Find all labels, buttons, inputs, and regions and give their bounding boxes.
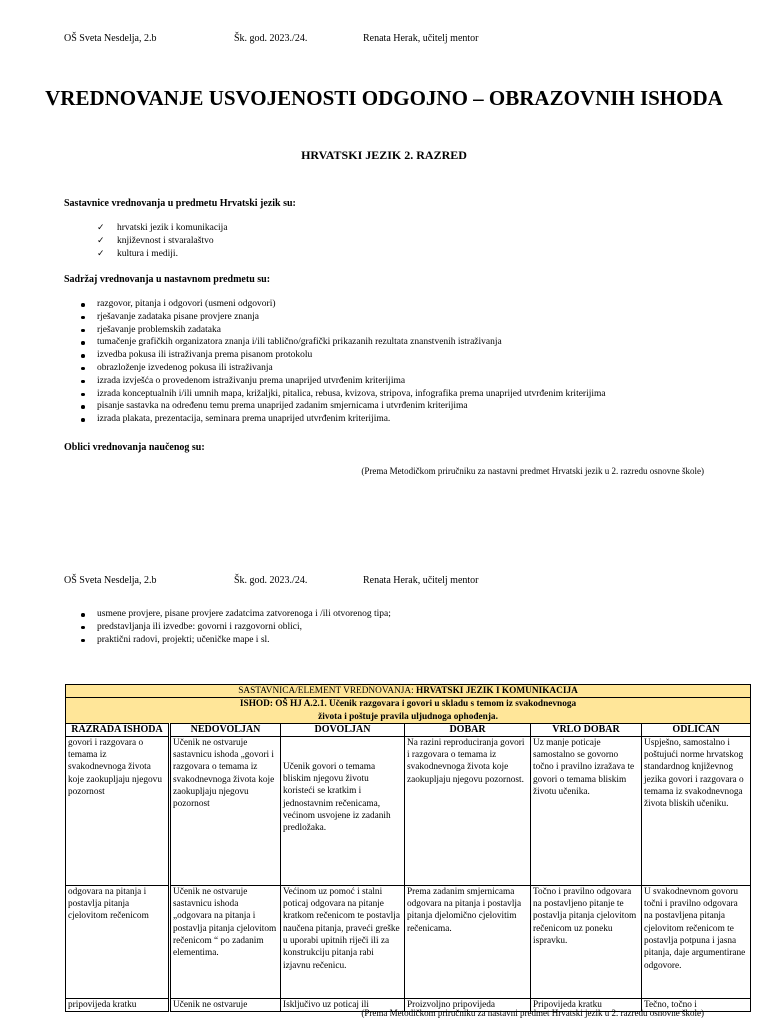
page-header-2: [64, 574, 724, 588]
source-note: (Prema Metodičkom priručniku za nastavni predmet Hrvatski jezik u 2. razredu osnovne škole): [361, 1008, 704, 1018]
list-item: ✓ hrvatski jezik i komunikacija: [97, 222, 228, 235]
list-item: razgovor, pitanja i odgovori (usmeni odgovori): [77, 298, 606, 311]
list-item: pisanje sastavka na određenu temu prema unaprijed zadanim smjernicama i utvrđenim kriterijima: [77, 400, 606, 413]
source-note: (Prema Metodičkom priručniku za nastavni predmet Hrvatski jezik u 2. razredu osnovne škole): [361, 466, 704, 476]
list-item: praktični radovi, projekti; učeničke mape i sl.: [77, 634, 391, 647]
list-item: tumačenje grafičkih organizatora znanja i/ili tablično/grafički prikazanih rezultata znanstvenih istraživanja: [77, 336, 606, 349]
list-item: izrada plakata, prezentacija, seminara prema unaprijed utvrđenim kriterijima.: [77, 413, 606, 426]
page-header-1: [64, 32, 724, 46]
list-item: ✓ kultura i mediji.: [97, 248, 228, 261]
header-teacher: Renata Herak, učitelj mentor: [363, 575, 479, 586]
table-cell: Učenik ne ostvaruje: [170, 998, 281, 1011]
table-cell: Isključivo uz poticaj ili: [281, 998, 405, 1011]
table-cell: pripovijeda kratku: [66, 998, 170, 1011]
list-item: rješavanje problemskih zadataka: [77, 324, 606, 337]
table-cell: Uz manje poticaje samostalno se govorno točno i pravilno izražava te govori o temama bliskim životu učenika.: [531, 736, 642, 885]
table-cell: odgovara na pitanja i postavlja pitanja cjelovitom rečenicom: [66, 885, 170, 998]
table-cell: Proizvoljno pripovijeda: [405, 998, 531, 1011]
list-item: izrada izvješća o provedenom istraživanju prema unaprijed utvrđenim kriterijima: [77, 375, 606, 388]
table-cell: Tečno, točno i: [642, 998, 751, 1011]
content-list: [77, 298, 606, 426]
table-row: [66, 736, 751, 885]
list-item: rješavanje zadataka pisane provjere znanja: [77, 311, 606, 324]
table-cell: Učenik ne ostvaruje sastavnicu ishoda „govori i razgovara o temama iz svakodnevnoga života koje zaokupljaju njegovu pozornost: [170, 736, 281, 885]
column-header: VRLO DOBAR: [531, 723, 642, 736]
components-list: [97, 222, 228, 260]
table-cell: Pripovijeda kratku: [531, 998, 642, 1011]
section-row: [66, 685, 751, 698]
table-cell: Prema zadanim smjernicama odgovara na pitanja i postavlja pitanja djelomično cjelovitim rečenicama.: [405, 885, 531, 998]
table-cell: U svakodnevnom govoru točni i pravilno odgovara na postavljena pitanja cjelovitom rečenicom te postavlja potpuna i jasna pitanja, daje argumentirane odgovore.: [642, 885, 751, 998]
table-cell: Učenik govori o temama bliskim njegovu životu koristeći se kratkim i jednostavnim rečenicama, većinom usvojene iz zadanih predložaka.: [281, 736, 405, 885]
page-title: VREDNOVANJE USVOJENOSTI ODGOJNO – OBRAZOVNIH ISHODA: [45, 86, 723, 110]
table-cell: Uspješno, samostalno i poštujući norme hrvatskog standardnog književnog jezika govori i razgovara o temama iz svakodnevnoga života bliskih učeniku.: [642, 736, 751, 885]
forms-heading: Oblici vrednovanja naučenog su:: [64, 442, 205, 453]
column-header: DOVOLJAN: [281, 723, 405, 736]
forms-list: [77, 608, 391, 646]
list-item: izrada konceptualnih i/ili umnih mapa, križaljki, pitalica, rebusa, kvizova, stripova, infografika prema unaprijed utvrđenim kriterijima: [77, 388, 606, 401]
components-heading: Sastavnice vrednovanja u predmetu Hrvatski jezik su:: [64, 198, 296, 209]
column-header: NEDOVOLJAN: [170, 723, 281, 736]
header-school: OŠ Sveta Nesdelja, 2.b: [64, 575, 157, 586]
assessment-table: [65, 684, 751, 1012]
table-cell: Na razini reproduciranja govori i razgovara o temama iz svakodnevnoga života koje zaokupljaju njegovu pozornost.: [405, 736, 531, 885]
table-row: [66, 885, 751, 998]
column-header: RAZRADA ISHODA: [66, 723, 170, 736]
header-teacher: Renata Herak, učitelj mentor: [363, 33, 479, 44]
column-header: DOBAR: [405, 723, 531, 736]
header-school-year: Šk. god. 2023./24.: [234, 575, 308, 586]
list-item: usmene provjere, pisane provjere zadatcima zatvorenoga i /ili otvorenog tipa;: [77, 608, 391, 621]
table-cell: Učenik ne ostvaruje sastavnicu ishoda „odgovara na pitanja i postavlja pitanja cjelovitom rečenicom “ po zadanim elementima.: [170, 885, 281, 998]
list-item: izvedba pokusa ili istraživanja prema pisanom protokolu: [77, 349, 606, 362]
section-name: HRVATSKI JEZIK I KOMUNIKACIJA: [416, 686, 578, 696]
table-cell: govori i razgovara o temama iz svakodnevnoga života koje zaokupljaju njegovu pozornost: [66, 736, 170, 885]
section-title: SASTAVNICA/ELEMENT VREDNOVANJA: HRVATSKI JEZIK I KOMUNIKACIJA: [66, 685, 751, 698]
outcome-row: [66, 698, 751, 724]
header-school-year: Šk. god. 2023./24.: [234, 33, 308, 44]
column-header: ODLIČAN: [642, 723, 751, 736]
list-item: predstavljanja ili izvedbe: govorni i razgovorni oblici,: [77, 621, 391, 634]
table-header-row: [66, 723, 751, 736]
table-cell: Većinom uz pomoć i stalni poticaj odgovara na pitanje kratkom rečenicom te postavlja naučena pitanja, praveći greške u uporabi upitnih riječi ili za konstrukciju pitanja rabi izjavnu rečenicu.: [281, 885, 405, 998]
list-item: ✓ književnost i stvaralaštvo: [97, 235, 228, 248]
list-item: obrazloženje izvedenog pokusa ili istraživanja: [77, 362, 606, 375]
page-subtitle: HRVATSKI JEZIK 2. RAZRED: [301, 148, 467, 162]
header-school: OŠ Sveta Nesdelja, 2.b: [64, 33, 157, 44]
table-cell: Točno i pravilno odgovara na postavljeno pitanje te postavlja pitanja cjelovitom rečenicom uz poneku ispravku.: [531, 885, 642, 998]
content-heading: Sadržaj vrednovanja u nastavnom predmetu su:: [64, 274, 271, 285]
outcome-text: ISHOD: OŠ HJ A.2.1. Učenik razgovara i govori u skladu s temom iz svakodnevnoga života i poštuje pravila uljudnoga ophođenja.: [66, 698, 751, 724]
